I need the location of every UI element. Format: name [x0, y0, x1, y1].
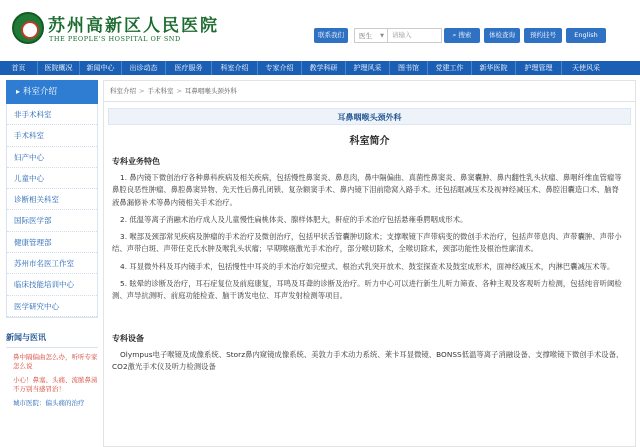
- specialty-paragraph: 2. 低温等离子消融术治疗成人及儿童慢性扁桃体炎、腺样体肥大，鼾症的手术治疗包括悬雍垂腭咽成形术。: [120, 214, 468, 224]
- nav-item-departments[interactable]: 科室介绍: [212, 61, 258, 75]
- section-title: 科室简介: [349, 136, 390, 147]
- nav-item-news[interactable]: 新闻中心: [80, 61, 122, 75]
- sidebar-item-research[interactable]: 医学研究中心: [7, 296, 97, 317]
- breadcrumb-separator: >: [176, 87, 182, 95]
- specialty-paragraph: 5. 眩晕的诊断及治疗，耳石症复位及前庭康复，耳鸣及耳聋的诊断及治疗。听力中心可以进行新生儿听力筛查、各种主观及客观听力检测，包括纯音听阈检测、声导抗测听、前庭功能检查、脑干诱发电位、耳声发射检测等项目。: [112, 279, 622, 301]
- sidebar-item-famous-doctors[interactable]: 苏州市名医工作室: [7, 253, 97, 274]
- search-button[interactable]: [444, 28, 480, 43]
- nav-item-nursing-mgmt[interactable]: 护理管理: [516, 61, 562, 75]
- sidebar-item-health-mgmt[interactable]: 健康管理部: [7, 232, 97, 253]
- breadcrumb-item[interactable]: 耳鼻咽喉头颈外科: [184, 87, 237, 95]
- contact-us-button[interactable]: 联系我们: [314, 28, 348, 43]
- search-input[interactable]: 请输入: [388, 28, 442, 43]
- sidebar-item-obstetrics[interactable]: 妇产中心: [7, 147, 97, 168]
- nav-item-medical[interactable]: 医疗服务: [166, 61, 212, 75]
- article-body: [104, 156, 635, 373]
- specialty-heading: 专科业务特色: [112, 157, 160, 166]
- main-nav: [0, 61, 640, 75]
- nav-item-party[interactable]: 党建工作: [428, 61, 472, 75]
- news-item[interactable]: 小心！鼻塞、头痛、流脓鼻涕不万别当感冒治！: [13, 375, 98, 393]
- sidebar-item-international[interactable]: 国际医学部: [7, 210, 97, 231]
- site-header: [0, 0, 640, 58]
- english-button[interactable]: English: [566, 28, 606, 43]
- sidebar-list: [6, 104, 98, 318]
- sidebar-item-diagnostics[interactable]: 诊断相关科室: [7, 189, 97, 210]
- nav-item-experts[interactable]: 专家介绍: [258, 61, 302, 75]
- news-item[interactable]: 鼻中隔偏曲怎么办，听听专家怎么说: [13, 352, 98, 370]
- nav-item-research[interactable]: 教学科研: [302, 61, 346, 75]
- sidebar: [6, 80, 98, 408]
- hospital-logo-icon[interactable]: [12, 12, 44, 44]
- equipment-heading: 专科设备: [112, 333, 144, 343]
- hospital-name-cn[interactable]: 苏州高新区人民医院: [48, 16, 219, 36]
- sidebar-title: 科室介绍: [23, 87, 58, 97]
- search-icon: ⌕: [452, 31, 457, 39]
- arrow-right-icon: ▸: [16, 87, 21, 96]
- sidebar-item-training[interactable]: 临床技能培训中心: [7, 274, 97, 295]
- specialty-paragraph: 3. 喉部及颈部常见疾病及肿瘤的手术治疗及微创治疗，包括甲状舌管囊肿切除术；支撑喉镜下声带病变的微创手术治疗，包括声带息肉、声带囊肿、声带小结、声带白斑、声带任克氏水肿及喉乳头状瘤；早期喉癌激光手术治疗，部分喉切除术，全喉切除术，颈部功能性及根治性廓清术。: [112, 232, 622, 254]
- appointment-button[interactable]: 预约挂号: [524, 28, 562, 43]
- breadcrumb: [104, 81, 635, 102]
- nav-item-schedule[interactable]: 出诊动态: [122, 61, 166, 75]
- breadcrumb-separator: >: [139, 87, 145, 95]
- news-section-title: 新闻与医讯: [6, 332, 98, 348]
- sidebar-header: [6, 80, 98, 104]
- specialty-paragraph: 1. 鼻内镜下微创治疗各种鼻科疾病及相关疾病，包括慢性鼻窦炎、鼻息肉，鼻中隔偏曲、真菌性鼻窦炎、鼻窦囊肿、鼻内翻性乳头状瘤、鼻咽纤维血管瘤等鼻腔良恶性肿瘤、鼻腔鼻窦异物、先天性后鼻孔闭锁、复杂额窦手术、鼻内镜下泪前隐窝入路手术。还包括眶减压术及视神经减压术、鼻腔泪囊造口术、脑脊液鼻漏修补术等鼻内镜相关手术治疗。: [112, 173, 622, 207]
- nav-item-nursing[interactable]: 护理风采: [346, 61, 390, 75]
- nav-item-xinhua[interactable]: 新华医院: [472, 61, 516, 75]
- breadcrumb-item[interactable]: 手术科室: [147, 87, 174, 95]
- nav-item-overview[interactable]: 医院概况: [38, 61, 80, 75]
- search-type-value: 医生: [359, 32, 372, 40]
- department-title: 耳鼻咽喉头颈外科: [108, 108, 631, 125]
- search-button-label: 搜索: [458, 31, 472, 39]
- exam-query-button[interactable]: 体检查询: [484, 28, 520, 43]
- sidebar-item-surgical[interactable]: 手术科室: [7, 125, 97, 146]
- specialty-paragraph: 4. 耳显微外科及耳内镜手术，包括慢性中耳炎的手术治疗如完壁式、根治式乳突开放术、鼓室探查术及鼓室成形术，面神经减压术，内淋巴囊减压术等。: [120, 261, 615, 271]
- sidebar-item-nonsurgical[interactable]: 非手术科室: [7, 104, 97, 125]
- nav-item-angels[interactable]: 天使风采: [572, 64, 600, 72]
- sidebar-item-children[interactable]: 儿童中心: [7, 168, 97, 189]
- news-item[interactable]: 城市医院：偏头痛的治疗: [13, 398, 85, 407]
- nav-item-library[interactable]: 图书馆: [390, 61, 428, 75]
- search-type-select[interactable]: [354, 28, 388, 43]
- breadcrumb-item[interactable]: 科室介绍: [110, 87, 136, 95]
- main-content: [103, 80, 636, 447]
- chevron-down-icon: ▼: [380, 33, 384, 39]
- nav-item-home[interactable]: 首页: [0, 61, 38, 75]
- hospital-name-en: THE PEOPLE'S HOSPITAL OF SND: [49, 35, 181, 43]
- equipment-paragraph: Olympus电子喉镜及成像系统、Storz鼻内窥镜成像系统、美敦力手术动力系统、莱卡耳显微镜、BONSS低温等离子消融设备、支撑喉镜下微创手术设备、CO2激光手术仪及听力检测设备: [112, 349, 624, 371]
